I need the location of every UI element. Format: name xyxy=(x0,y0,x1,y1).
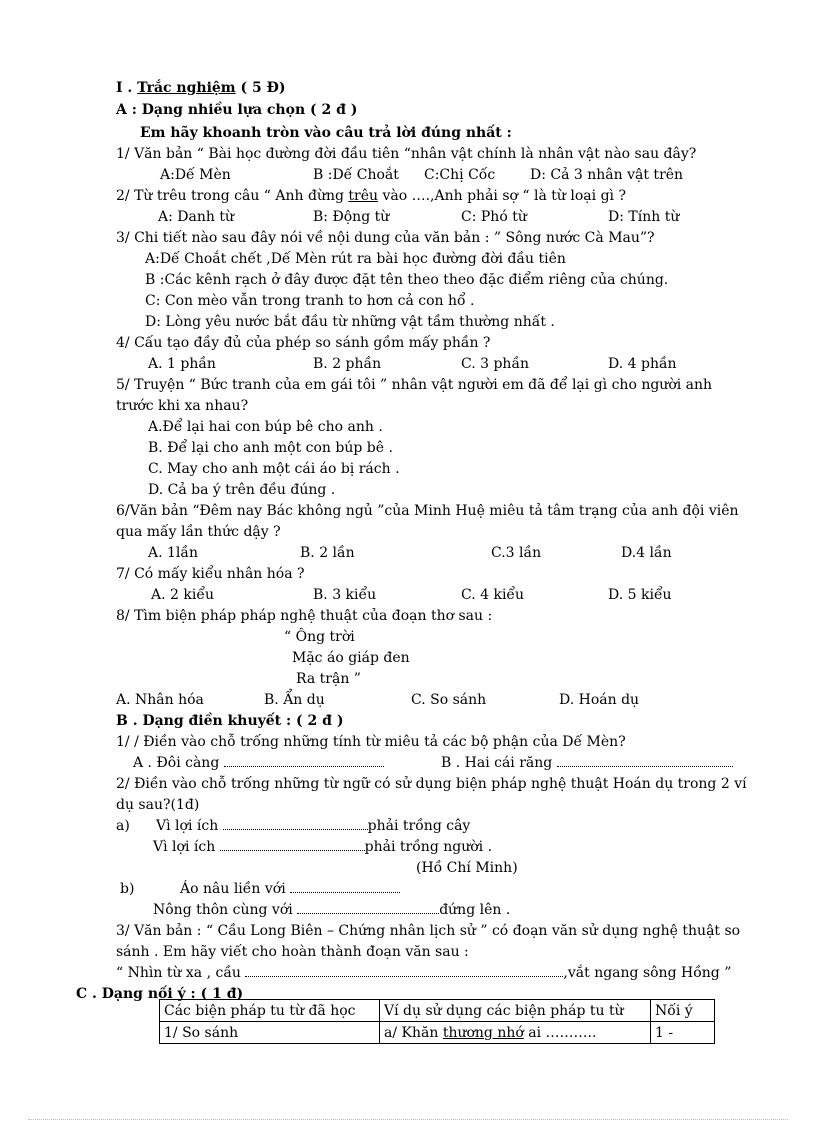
q6-option-b: B. 2 lần xyxy=(300,545,355,561)
matching-table xyxy=(159,999,715,1044)
table-cell[interactable]: 1 - xyxy=(651,1022,715,1044)
q1-option-a: A:Dế Mèn xyxy=(160,167,231,183)
q1-option-b: B :Dế Choắt xyxy=(313,167,399,183)
fill-blank[interactable] xyxy=(220,838,365,851)
q2-option-a: A: Danh từ xyxy=(158,209,234,225)
question-8: 8/ Tìm biện pháp pháp nghệ thuật của đoạn thơ sau : xyxy=(116,608,493,624)
q7-option-d: D. 5 kiểu xyxy=(608,587,672,603)
q7-option-a: A. 2 kiểu xyxy=(151,587,214,603)
section-a-title: A : Dạng nhiều lựa chọn ( 2 đ ) xyxy=(116,102,358,118)
fill-blank[interactable] xyxy=(224,754,384,767)
b2-a-label: a) xyxy=(116,818,130,834)
q8-option-a: A. Nhân hóa xyxy=(116,692,204,708)
question-5-line-2: trước khi xa nhau? xyxy=(116,398,249,414)
section-a-instruction: Em hãy khoanh tròn vào câu trả lời đúng nhất : xyxy=(140,125,512,141)
question-4: 4/ Cấu tạo đầy đủ của phép so sánh gồm mấy phần ? xyxy=(116,335,491,351)
poem-line-3: Ra trận ” xyxy=(296,671,361,687)
table-header-row xyxy=(160,1000,715,1022)
table-header-cell: Nối ý xyxy=(651,1000,715,1022)
q2-option-d: D: Tính từ xyxy=(608,209,680,225)
author-credit: (Hồ Chí Minh) xyxy=(416,860,518,876)
b3-question-line-2: sánh . Em hãy viết cho hoàn thành đoạn văn sau : xyxy=(116,944,469,960)
table-row xyxy=(160,1022,715,1044)
q3-option-c: C: Con mèo vẫn trong tranh to hơn cả con hổ . xyxy=(145,293,475,309)
q4-option-c: C. 3 phần xyxy=(461,356,530,372)
poem-line-1: “ Ông trời xyxy=(284,629,355,645)
fill-blank[interactable] xyxy=(297,901,439,914)
q8-option-c: C. So sánh xyxy=(411,692,487,708)
question-6-line-2: qua mấy lần thức dậy ? xyxy=(116,524,281,540)
q4-option-d: D. 4 phần xyxy=(608,356,677,372)
fill-blank[interactable] xyxy=(223,817,368,830)
b1-question: 1/ / Điền vào chỗ trống những tính từ miêu tả các bộ phận của Dế Mèn? xyxy=(116,734,626,750)
q2-option-b: B: Động từ xyxy=(313,209,390,225)
page-bottom-rule xyxy=(28,1119,788,1120)
table-cell: a/ Khăn thương nhớ ai ……….. xyxy=(380,1022,651,1044)
table-header-cell: Các biện pháp tu từ đã học xyxy=(160,1000,380,1022)
question-2: 2/ Từ trêu trong câu “ Anh đừng trêu vào ….,Anh phải sợ “ là từ loại gì ? xyxy=(116,188,626,204)
q6-option-a: A. 1lần xyxy=(148,545,198,561)
section-b-title: B . Dạng điền khuyết : ( 2 đ ) xyxy=(116,713,344,729)
fill-blank[interactable] xyxy=(557,754,733,767)
question-3: 3/ Chi tiết nào sau đây nói về nội dung của văn bản : ” Sông nước Cà Mau”? xyxy=(116,230,655,246)
b2-a-line-1: Vì lợi ích phải trồng cây xyxy=(156,818,471,834)
b2-a-line-2: Vì lợi ích phải trồng người . xyxy=(153,839,493,855)
q8-option-d: D. Hoán dụ xyxy=(559,692,640,708)
q2-option-c: C: Phó từ xyxy=(461,209,527,225)
b2-b-label: b) xyxy=(120,881,135,897)
q5-option-d: D. Cả ba ý trên đều đúng . xyxy=(148,482,336,498)
q4-option-a: A. 1 phần xyxy=(148,356,216,372)
table-cell: 1/ So sánh xyxy=(160,1022,380,1044)
b2-b-line-2: Nông thôn cùng với đứng lên . xyxy=(153,902,511,918)
question-5-line-1: 5/ Truyện “ Bức tranh của em gái tôi ” nhân vật người em đã để lại gì cho người anh xyxy=(116,377,713,393)
q3-option-b: B :Các kênh rạch ở đây được đặt tên theo theo đặc điểm riêng của chúng. xyxy=(145,272,669,288)
q3-option-d: D: Lòng yêu nước bắt đầu từ những vật tầm thường nhất . xyxy=(145,314,555,330)
poem-line-2: Mặc áo giáp đen xyxy=(292,650,410,666)
q6-option-d: D.4 lần xyxy=(621,545,672,561)
question-1: 1/ Văn bản “ Bài học đường đời đầu tiên “nhân vật chính là nhân vật nào sau đây? xyxy=(116,146,697,162)
b3-fill-line: “ Nhìn từ xa , cầu ,vắt ngang sông Hồng ” xyxy=(116,965,732,981)
b2-question-line-1: 2/ Điền vào chỗ trống những từ ngữ có sử dụng biện pháp nghệ thuật Hoán dụ trong 2 ví xyxy=(116,776,747,792)
table-header-cell: Ví dụ sử dụng các biện pháp tu từ xyxy=(380,1000,651,1022)
question-6-line-1: 6/Văn bản “Đêm nay Bác không ngủ ”của Minh Huệ miêu tả tâm trạng của anh đội viên xyxy=(116,503,739,519)
b2-question-line-2: dụ sau?(1đ) xyxy=(116,797,200,813)
q5-option-b: B. Để lại cho anh một con búp bê . xyxy=(148,440,393,456)
q7-option-b: B. 3 kiểu xyxy=(313,587,377,603)
q1-option-d: D: Cả 3 nhân vật trên xyxy=(530,167,684,183)
b2-b-line-1: Áo nâu liền với xyxy=(180,880,400,898)
q4-option-b: B. 2 phần xyxy=(313,356,382,372)
q3-option-a: A:Dế Choắt chết ,Dế Mèn rút ra bài học đường đời đầu tiên xyxy=(145,251,566,267)
fill-blank[interactable] xyxy=(245,964,563,977)
fill-blank[interactable] xyxy=(290,880,400,893)
q6-option-c: C.3 lần xyxy=(491,545,542,561)
section-c-title: C . Dạng nối ý : ( 1 đ) xyxy=(76,986,244,1002)
b1-item-b: B . Hai cái răng xyxy=(441,754,733,772)
q1-option-c: C:Chị Cốc xyxy=(424,167,496,183)
q5-option-c: C. May cho anh một cái áo bị rách . xyxy=(148,461,400,477)
q5-option-a: A.Để lại hai con búp bê cho anh . xyxy=(148,419,383,435)
b3-question-line-1: 3/ Văn bản : “ Cầu Long Biên – Chứng nhân lịch sử ” có đoạn văn sử dụng nghệ thuật so xyxy=(116,923,741,939)
part-title: I . Trắc nghiệm ( 5 Đ) xyxy=(116,80,286,96)
q7-option-c: C. 4 kiểu xyxy=(461,587,525,603)
question-7: 7/ Có mấy kiểu nhân hóa ? xyxy=(116,566,305,582)
b1-item-a: A . Đôi càng xyxy=(133,754,384,772)
q8-option-b: B. Ẩn dụ xyxy=(264,692,325,708)
